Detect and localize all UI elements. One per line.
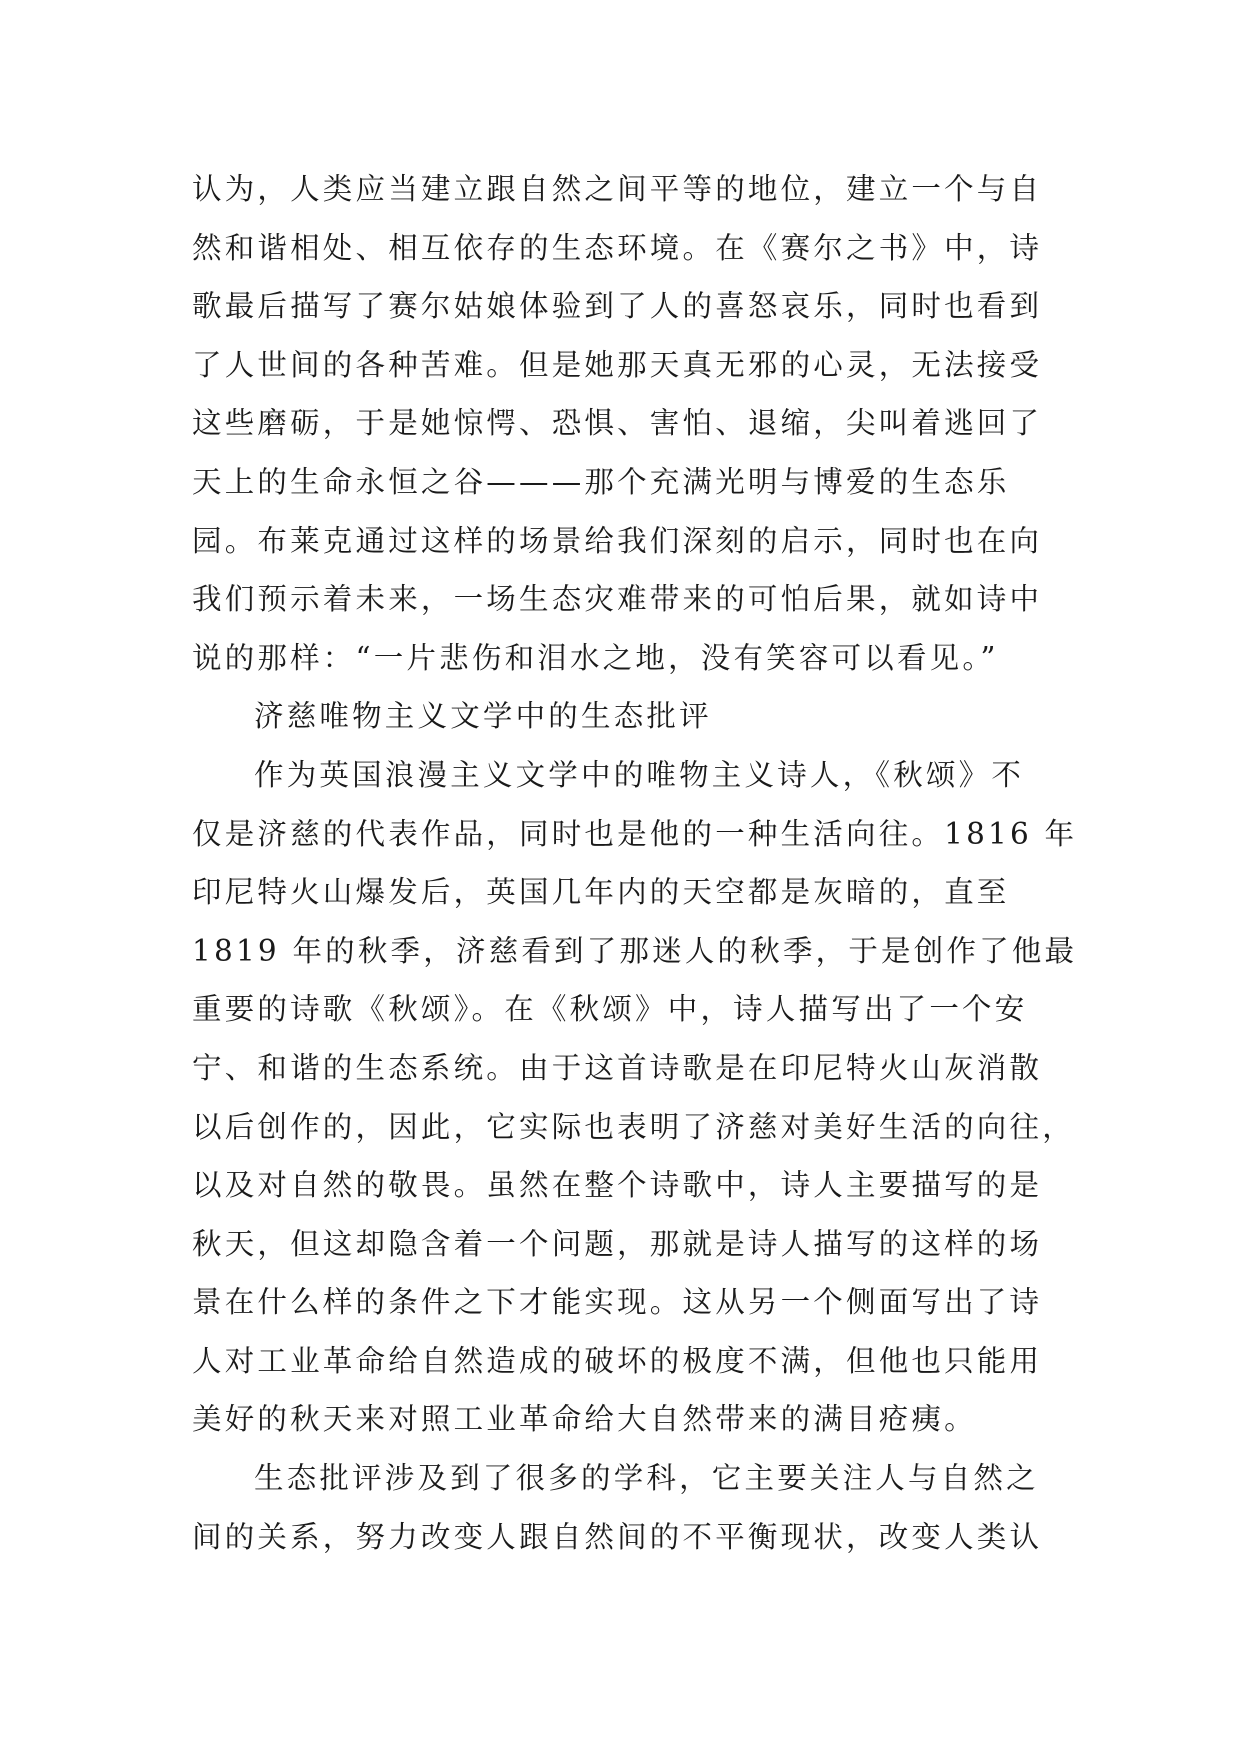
paragraph-line: 1819 年的秋季，济慈看到了那迷人的秋季，于是创作了他最 [192, 933, 1078, 968]
paragraph-line: 间的关系，努力改变人跟自然间的不平衡现状，改变人类认 [192, 1519, 1043, 1554]
paragraph-line: 美好的秋天来对照工业革命给大自然带来的满目疮痍。 [192, 1402, 977, 1437]
paragraph-line: 园。布莱克通过这样的场景给我们深刻的启示，同时也在向 [192, 523, 1043, 558]
paragraph-line: 景在什么样的条件之下才能实现。这从另一个侧面写出了诗 [192, 1285, 1043, 1320]
document-body [192, 160, 1078, 1566]
paragraph-line: 这些磨砺，于是她惊愕、恐惧、害怕、退缩，尖叫着逃回了 [192, 406, 1043, 441]
paragraph-line: 人对工业革命给自然造成的破坏的极度不满，但他也只能用 [192, 1343, 1043, 1378]
paragraph-line: 生态批评涉及到了很多的学科，它主要关注人与自然之 [254, 1461, 1039, 1496]
paragraph-line: 作为英国浪漫主义文学中的唯物主义诗人，《秋颂》不 [254, 757, 1025, 792]
paragraph-line: 了人世间的各种苦难。但是她那天真无邪的心灵，无法接受 [192, 347, 1043, 382]
paragraph-line: 天上的生命永恒之谷———那个充满光明与博爱的生态乐 [192, 464, 1010, 499]
paragraph-line: 然和谐相处、相互依存的生态环境。在《赛尔之书》中，诗 [192, 230, 1043, 265]
paragraph-line: 秋天，但这却隐含着一个问题，那就是诗人描写的这样的场 [192, 1226, 1043, 1261]
paragraph-line: 仅是济慈的代表作品，同时也是他的一种生活向往。1816 年 [192, 816, 1078, 851]
paragraph-line: 说的那样：“一片悲伤和泪水之地，没有笑容可以看见。” [192, 640, 999, 675]
paragraph-line: 认为，人类应当建立跟自然之间平等的地位，建立一个与自 [192, 172, 1043, 206]
paragraph-line: 宁、和谐的生态系统。由于这首诗歌是在印尼特火山灰消散 [192, 1050, 1043, 1085]
paragraph-line: 重要的诗歌《秋颂》。在《秋颂》中，诗人描写出了一个安 [192, 992, 1028, 1027]
paragraph-line: 歌最后描写了赛尔姑娘体验到了人的喜怒哀乐，同时也看到 [192, 289, 1043, 324]
paragraph-line: 我们预示着未来，一场生态灾难带来的可怕后果，就如诗中 [192, 582, 1043, 617]
section-heading: 济慈唯物主义文学中的生态批评 [254, 699, 712, 734]
paragraph-line: 以及对自然的敬畏。虽然在整个诗歌中，诗人主要描写的是 [192, 1168, 1043, 1203]
paragraph-line: 印尼特火山爆发后，英国几年内的天空都是灰暗的，直至 [192, 875, 1010, 910]
paragraph-line: 以后创作的，因此，它实际也表明了济慈对美好生活的向往， [192, 1109, 1075, 1144]
